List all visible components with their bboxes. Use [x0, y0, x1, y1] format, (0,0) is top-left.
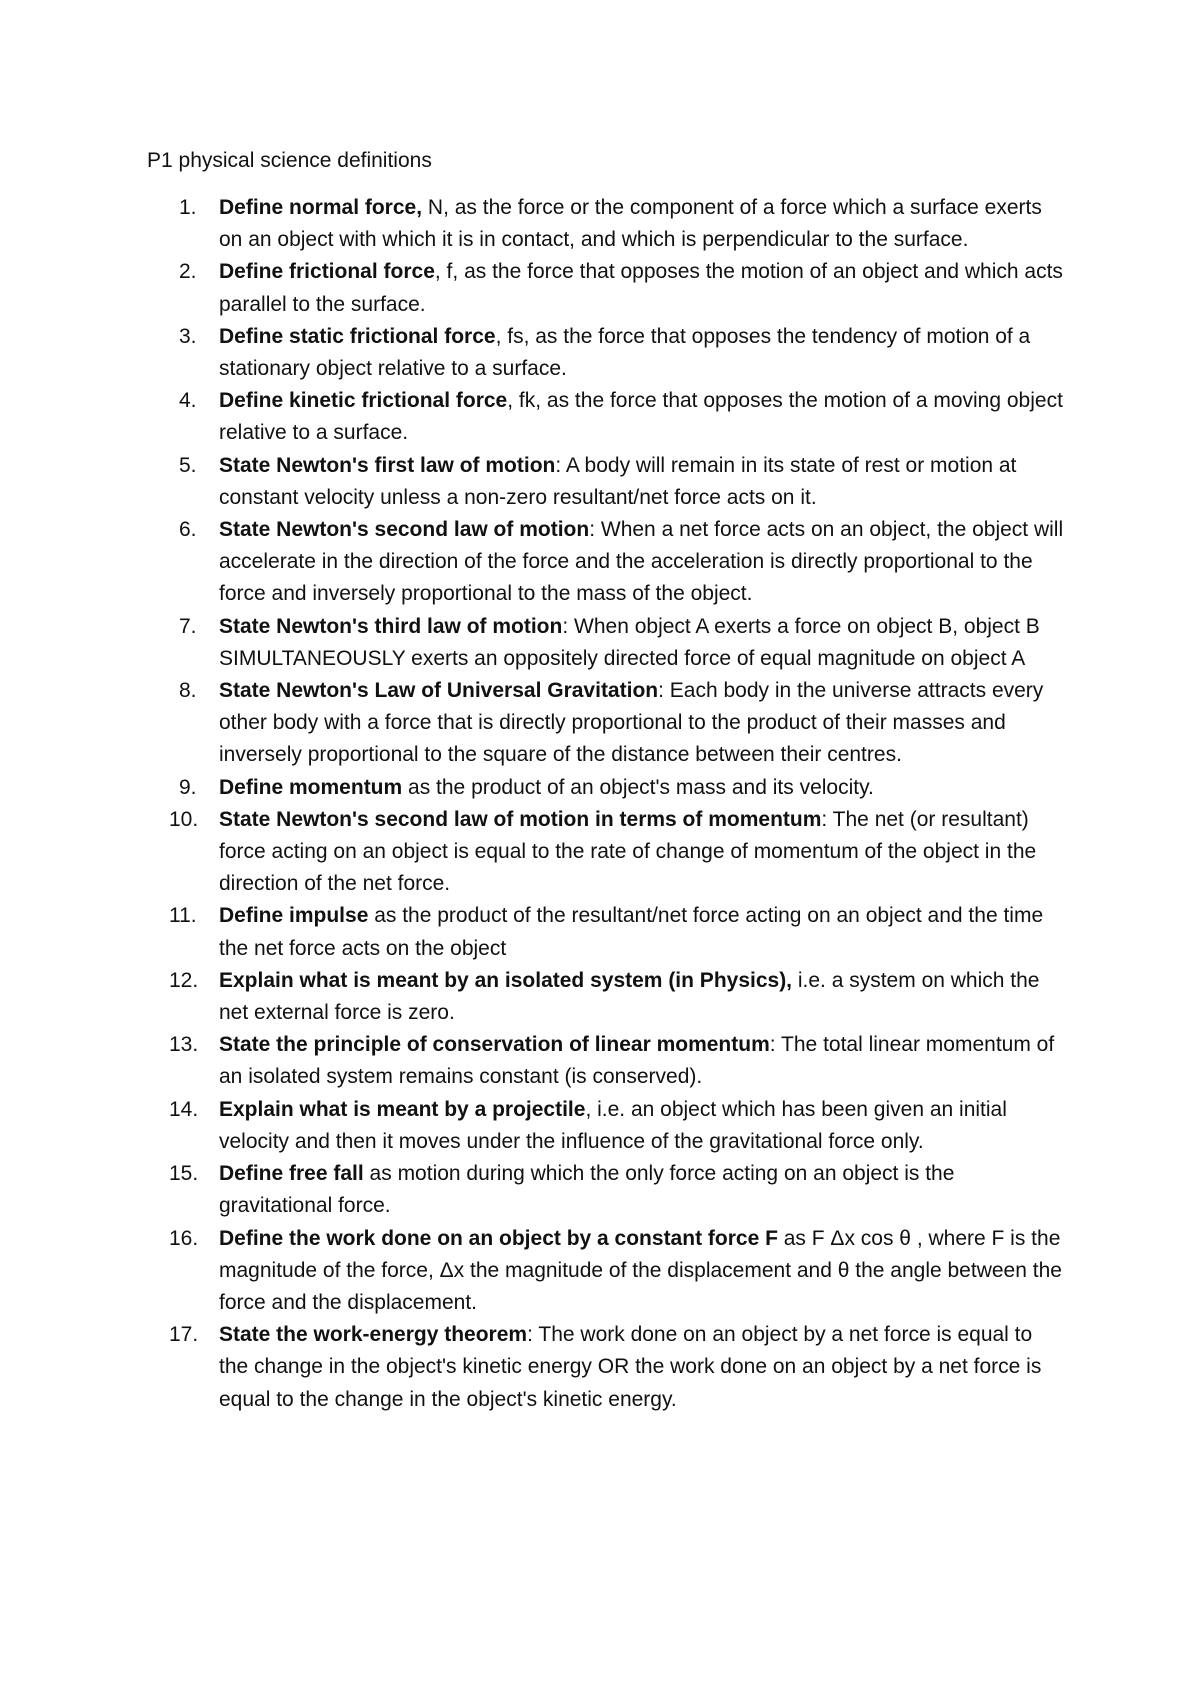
- definition-text: : A body will remain in its state of rest or motion at constant velocity unless a non-zero resultant/net force acts on it.: [219, 453, 1017, 509]
- item-number: 15.: [169, 1162, 199, 1186]
- definition-term: Define momentum: [219, 775, 403, 799]
- definition-item: [147, 450, 1067, 514]
- definition-text: N, as the force or the component of a force which a surface exerts on an object with which it is in contact, and which is perpendicular to the surface.: [219, 196, 1042, 252]
- definition-item: [147, 1223, 1067, 1320]
- definition-term: State the work-energy theorem: [219, 1323, 528, 1347]
- definition-term: State the principle of conservation of linear momentum: [219, 1033, 770, 1057]
- definition-text: : Each body in the universe attracts every other body with a force that is directly proportional to the product of their masses and inversely proportional to the square of the distance between their centres.: [219, 679, 1044, 767]
- definition-item: [147, 256, 1067, 320]
- item-number: 5.: [179, 453, 197, 477]
- definition-item: [147, 965, 1067, 1029]
- definition-term: Define free fall: [219, 1162, 364, 1186]
- definition-term: Define static frictional force: [219, 324, 496, 348]
- item-number: 1.: [179, 196, 197, 219]
- document-title: P1 physical science definitions: [147, 149, 432, 172]
- definition-term: Define impulse: [219, 904, 369, 928]
- item-number: 13.: [169, 1033, 199, 1057]
- definition-text: , f, as the force that opposes the motion of an object and which acts parallel to the surface.: [219, 260, 1063, 316]
- item-number: 11.: [169, 904, 197, 928]
- item-number: 17.: [169, 1323, 199, 1347]
- definition-text: as motion during which the only force acting on an object is the gravitational force.: [219, 1162, 955, 1218]
- definition-text: : The work done on an object by a net force is equal to the change in the object's kinetic energy OR the work done on an object by a net force is equal to the change in the object's kinetic energy.: [219, 1323, 1042, 1411]
- definition-term: State Newton's third law of motion: [219, 614, 563, 638]
- item-number: 3.: [179, 324, 197, 348]
- definition-item: [147, 1094, 1067, 1158]
- item-number: 12.: [169, 968, 199, 992]
- definition-term: State Newton's second law of motion: [219, 518, 590, 542]
- definition-term: Define the work done on an object by a constant force F: [219, 1226, 778, 1250]
- definition-item: [147, 675, 1067, 772]
- definition-text: : When object A exerts a force on object B, object B SIMULTANEOUSLY exerts an oppositely directed force of equal magnitude on object A: [219, 614, 1040, 670]
- definition-text: i.e. a system on which the net external force is zero.: [219, 968, 1040, 1025]
- definition-item: [147, 321, 1067, 385]
- item-number: 7.: [179, 614, 197, 638]
- definition-item: [147, 192, 1067, 256]
- item-number: 10.: [169, 807, 199, 831]
- definition-item: [147, 772, 1067, 804]
- definition-item: [147, 900, 1067, 964]
- definition-text: as the product of an object's mass and its velocity.: [402, 775, 874, 799]
- definition-term: Explain what is meant by an isolated system (in Physics),: [219, 968, 793, 992]
- definition-text: as F Δx cos θ , where F is the magnitude of the force, Δx the magnitude of the displacement and θ the angle between the force and the displacement.: [219, 1226, 1062, 1314]
- item-number: 2.: [179, 260, 197, 284]
- definition-text: , fs, as the force that opposes the tendency of motion of a stationary object relative to a surface.: [219, 324, 1031, 381]
- definition-term: Define kinetic frictional force: [219, 389, 508, 413]
- definition-term: State Newton's first law of motion: [219, 453, 556, 477]
- item-number: 14.: [169, 1097, 199, 1121]
- item-number: 8.: [179, 679, 197, 703]
- item-number: 16.: [169, 1226, 199, 1250]
- definition-text: , i.e. an object which has been given an initial velocity and then it moves under the influence of the gravitational force only.: [219, 1097, 1007, 1153]
- definition-item: [147, 514, 1067, 611]
- definition-text: : The net (or resultant) force acting on an object is equal to the rate of change of momentum of the object in the direction of the net force.: [219, 807, 1037, 896]
- definition-text: , fk, as the force that opposes the motion of a moving object relative to a surface.: [219, 389, 1063, 445]
- definition-term: Define normal force,: [219, 196, 423, 219]
- definition-item: [147, 1319, 1067, 1416]
- item-number: 9.: [179, 775, 197, 799]
- definition-item: [147, 1158, 1067, 1222]
- definition-term: State Newton's second law of motion in terms of momentum: [219, 807, 822, 831]
- definition-item: [147, 611, 1067, 675]
- definition-term: Explain what is meant by a projectile: [219, 1097, 586, 1121]
- definition-term: State Newton's Law of Universal Gravitation: [219, 679, 659, 703]
- definition-item: [147, 1029, 1067, 1093]
- item-number: 6.: [179, 518, 197, 542]
- definition-item: [147, 385, 1067, 449]
- definitions-list: [147, 192, 1067, 1416]
- definition-term: Define frictional force: [219, 260, 435, 284]
- definition-text: as the product of the resultant/net force acting on an object and the time the net force acts on the object: [219, 904, 1044, 960]
- definition-item: [147, 804, 1067, 901]
- definition-text: : When a net force acts on an object, the object will accelerate in the direction of the force and the acceleration is directly proportional to the force and inversely proportional to the mass of the object.: [219, 518, 1064, 606]
- definition-text: : The total linear momentum of an isolated system remains constant (is conserved).: [219, 1033, 1055, 1089]
- item-number: 4.: [179, 389, 197, 413]
